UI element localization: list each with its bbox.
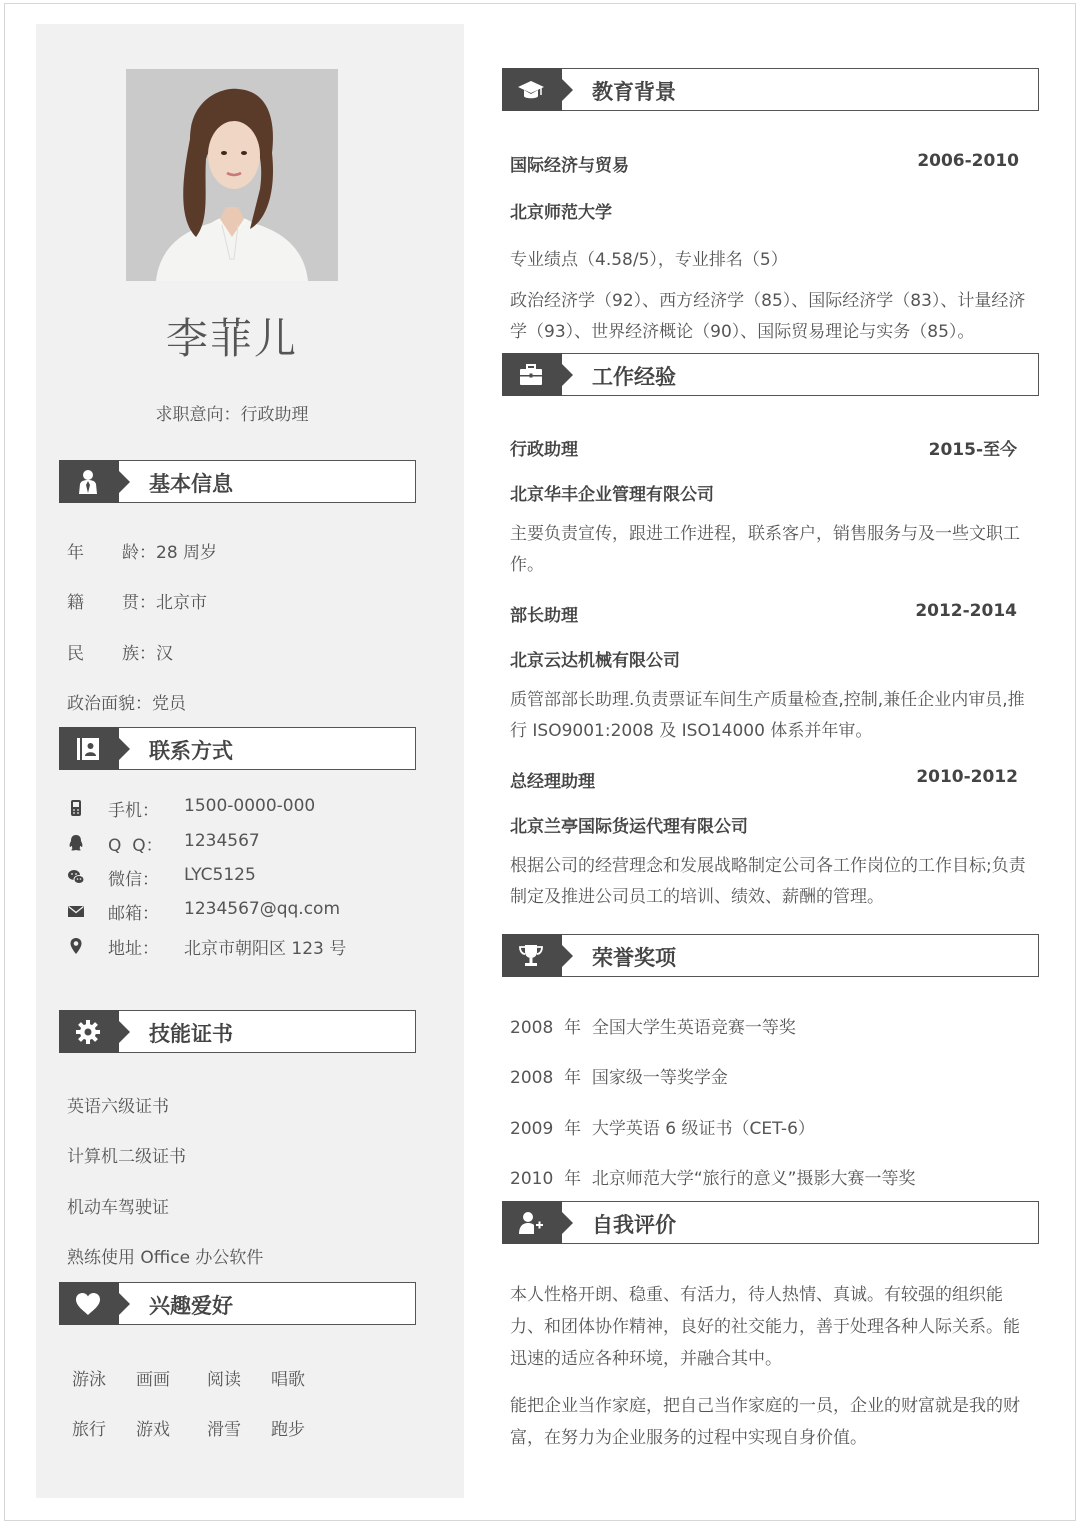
- job-description: 质管部部长助理.负责票证车间生产质量检查,控制,兼任企业内审员,推行 ISO9001:2008 及 ISO14000 体系并年审。: [510, 690, 1025, 741]
- person-photo-icon: [126, 69, 338, 281]
- section-title-self-eval: 自我评价: [592, 1213, 676, 1237]
- section-title-education: 教育背景: [592, 80, 676, 104]
- candidate-name: 李菲儿: [165, 314, 298, 363]
- section-header-skills: [59, 1010, 416, 1053]
- mail-icon: [67, 902, 85, 920]
- basic-age: 年龄：28 周岁: [67, 543, 218, 563]
- hobby-item: 画画: [136, 1370, 170, 1390]
- section-title-work: 工作经验: [592, 365, 676, 389]
- section-header-hobbies: [59, 1282, 416, 1325]
- hobby-item: 跑步: [271, 1420, 305, 1440]
- job-description: 根据公司的经营理念和发展战略制定公司各工作岗位的工作目标;负责制定及推进公司员工的培训、绩效、薪酬的管理。: [510, 856, 1026, 907]
- award-item: 2010 年 北京师范大学“旅行的意义”摄影大赛一等奖: [510, 1169, 916, 1189]
- section-title-skills: 技能证书: [149, 1022, 233, 1046]
- phone-icon: [67, 799, 85, 817]
- hobby-item: 旅行: [72, 1420, 106, 1440]
- skill-item: 英语六级证书: [67, 1097, 169, 1117]
- qq-icon: [67, 834, 85, 852]
- contact-book-icon: [74, 735, 102, 763]
- briefcase-icon: [517, 361, 545, 389]
- section-header-self-eval: [502, 1201, 1039, 1244]
- skill-item: 计算机二级证书: [67, 1147, 186, 1167]
- job-date: 2015-至今: [928, 440, 1017, 460]
- education-major: 国际经济与贸易: [510, 156, 629, 176]
- job-date: 2010-2012: [916, 767, 1018, 787]
- person-icon: [74, 468, 102, 496]
- job-company: 北京华丰企业管理有限公司: [510, 485, 714, 505]
- trophy-icon: [517, 942, 545, 970]
- user-add-icon: [517, 1209, 545, 1237]
- section-title-basic: 基本信息: [149, 472, 233, 496]
- award-item: 2009 年 大学英语 6 级证书（CET-6）: [510, 1119, 815, 1139]
- job-description: 主要负责宣传，跟进工作进程，联系客户，销售服务与及一些文职工作。: [510, 524, 1020, 575]
- section-header-awards: [502, 934, 1039, 977]
- hobby-item: 游泳: [72, 1370, 106, 1390]
- skill-item: 熟练使用 Office 办公软件: [67, 1248, 264, 1268]
- location-icon: [67, 937, 85, 955]
- profile-photo: [126, 69, 338, 281]
- education-courses: 政治经济学（92）、西方经济学（85）、国际经济学（83）、计量经济学（93）、世界经济概论（90）、国际贸易理论与实务（85）。: [510, 291, 1026, 342]
- education-school: 北京师范大学: [510, 203, 612, 223]
- section-title-contact: 联系方式: [149, 739, 233, 763]
- hobby-item: 游戏: [136, 1420, 170, 1440]
- job-position: 行政助理: [510, 440, 578, 460]
- education-gpa: 专业绩点（4.58/5），专业排名（5）: [510, 250, 788, 270]
- section-header-basic: [59, 460, 416, 503]
- self-eval-paragraph: 本人性格开朗、稳重、有活力，待人热情、真诚。有较强的组织能力、和团体协作精神，良好的社交能力，善于处理各种人际关系。能迅速的适应各种环境，并融合其中。: [510, 1285, 1020, 1369]
- basic-ethnicity: 民族：汉: [67, 644, 173, 664]
- graduation-cap-icon: [517, 76, 545, 104]
- section-header-work: [502, 353, 1039, 396]
- award-item: 2008 年 全国大学生英语竞赛一等奖: [510, 1018, 796, 1038]
- section-title-awards: 荣誉奖项: [592, 946, 676, 970]
- skill-item: 机动车驾驶证: [67, 1198, 169, 1218]
- job-intent: 求职意向：行政助理: [155, 405, 309, 425]
- hobby-item: 唱歌: [271, 1370, 305, 1390]
- section-header-contact: [59, 727, 416, 770]
- basic-hometown: 籍贯：北京市: [67, 593, 207, 613]
- job-company: 北京兰亭国际货运代理有限公司: [510, 817, 748, 837]
- hobby-item: 滑雪: [207, 1420, 241, 1440]
- job-date: 2012-2014: [915, 601, 1017, 621]
- section-title-hobbies: 兴趣爱好: [149, 1294, 233, 1318]
- section-header-education: [502, 68, 1039, 111]
- hobby-item: 阅读: [207, 1370, 241, 1390]
- heart-icon: [74, 1290, 102, 1318]
- job-position: 部长助理: [510, 606, 578, 626]
- education-date: 2006-2010: [917, 151, 1019, 171]
- wechat-icon: [67, 868, 85, 886]
- job-position: 总经理助理: [510, 772, 595, 792]
- job-company: 北京云达机械有限公司: [510, 651, 680, 671]
- basic-political: 政治面貌：党员: [67, 694, 186, 714]
- award-item: 2008 年 国家级一等奖学金: [510, 1068, 728, 1088]
- gear-icon: [74, 1018, 102, 1046]
- self-eval-paragraph: 能把企业当作家庭，把自己当作家庭的一员，企业的财富就是我的财富，在努力为企业服务的过程中实现自身价值。: [510, 1396, 1020, 1448]
